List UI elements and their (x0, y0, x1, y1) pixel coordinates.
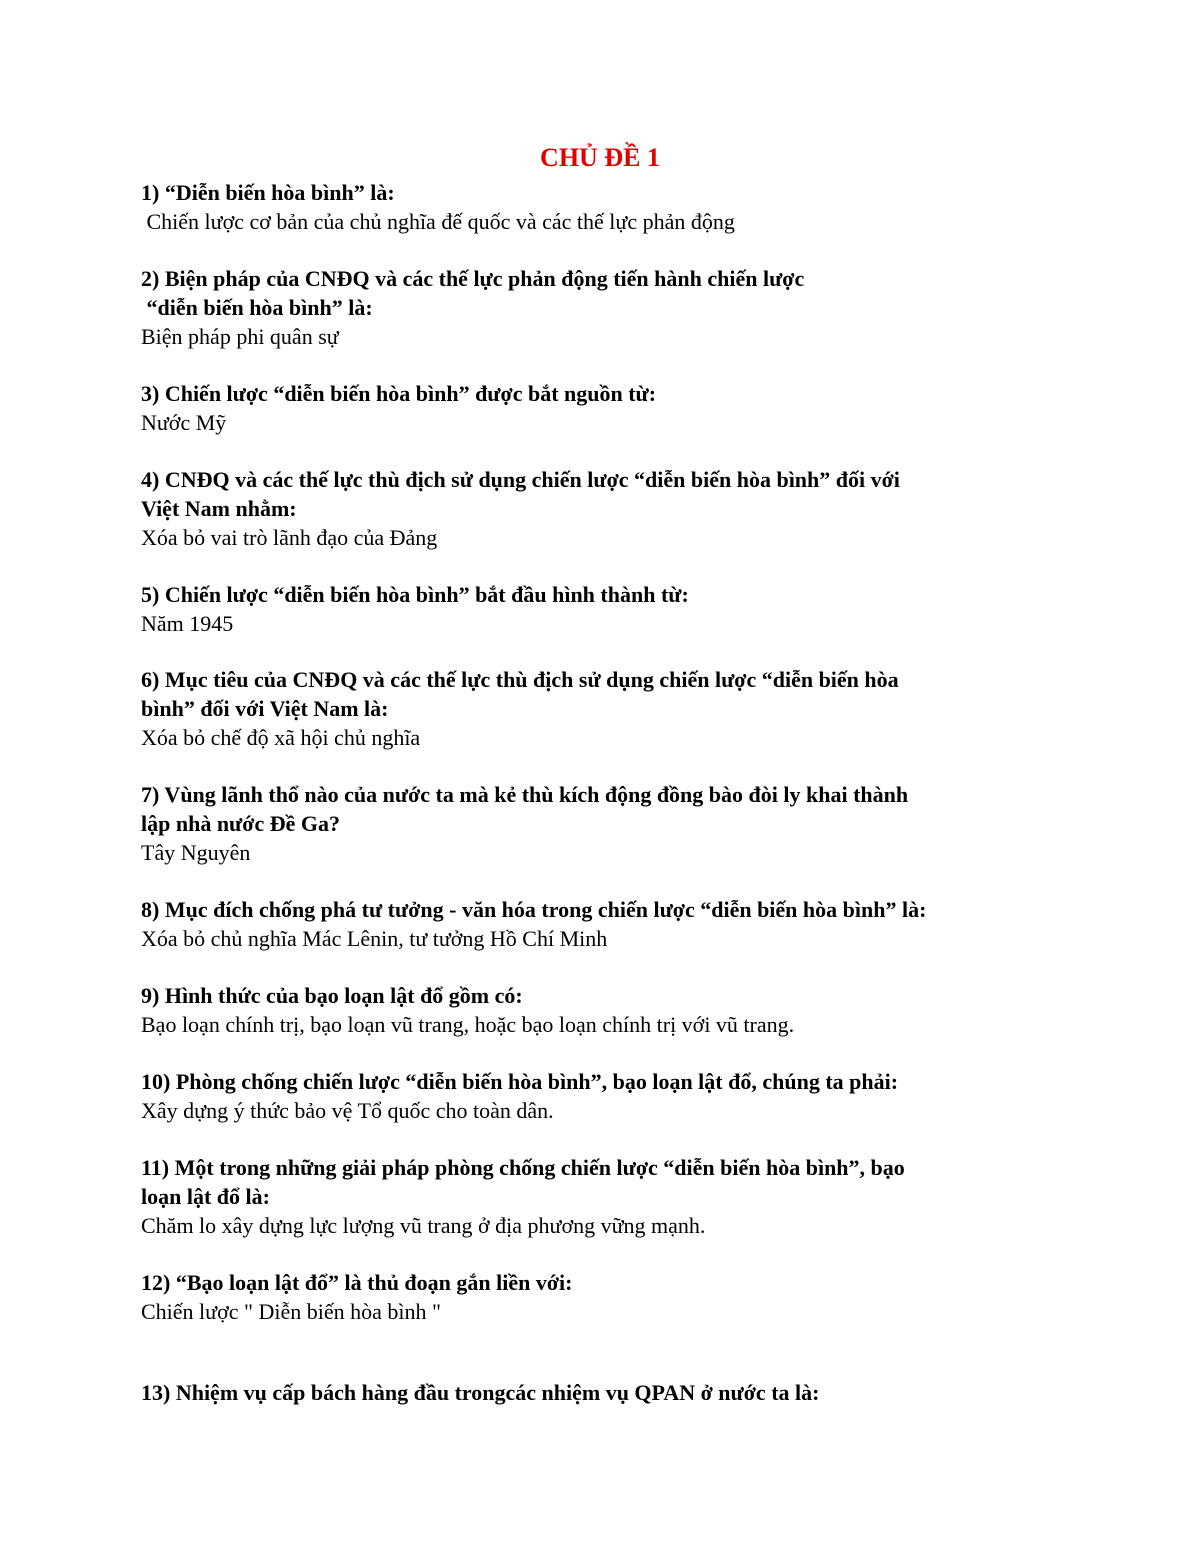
question-5-answer: Năm 1945 (141, 611, 234, 636)
question-7-answer: Tây Nguyên (141, 840, 251, 865)
question-10-text: 10) Phòng chống chiến lược “diễn biến hòa bình”, bạo loạn lật đổ, chúng ta phải: (141, 1069, 899, 1094)
question-12-text: 12) “Bạo loạn lật đổ” là thủ đoạn gắn liền với: (141, 1270, 573, 1295)
question-9-text: 9) Hình thức của bạo loạn lật đổ gồm có: (141, 983, 523, 1008)
question-3-text: 3) Chiến lược “diễn biến hòa bình” được bắt nguồn từ: (141, 381, 657, 406)
question-10 (141, 1067, 1101, 1125)
question-2-answer: Biện pháp phi quân sự (141, 324, 339, 349)
question-12-answer: Chiến lược " Diễn biến hòa bình " (141, 1299, 441, 1324)
question-13-text: 13) Nhiệm vụ cấp bách hàng đầu trongcác nhiệm vụ QPAN ở nước ta là: (141, 1380, 820, 1405)
question-7 (141, 780, 1101, 867)
question-9-answer: Bạo loạn chính trị, bạo loạn vũ trang, hoặc bạo loạn chính trị với vũ trang. (141, 1012, 795, 1037)
question-7-text: 7) Vùng lãnh thổ nào của nước ta mà kẻ thù kích động đồng bào đòi ly khai thành lập nhà nước Đề Ga? (141, 782, 909, 836)
question-13 (141, 1378, 1101, 1407)
question-9 (141, 981, 1101, 1039)
question-5-text: 5) Chiến lược “diễn biến hòa bình” bắt đầu hình thành từ: (141, 582, 689, 607)
question-8-answer: Xóa bỏ chủ nghĩa Mác Lênin, tư tưởng Hồ Chí Minh (141, 926, 608, 951)
question-1 (141, 178, 1101, 236)
question-5 (141, 580, 1101, 638)
question-11-text: 11) Một trong những giải pháp phòng chống chiến lược “diễn biến hòa bình”, bạo loạn lật đổ là: (141, 1155, 905, 1209)
document-title: CHỦ ĐỀ 1 (540, 143, 660, 172)
question-10-answer: Xây dựng ý thức bảo vệ Tổ quốc cho toàn dân. (141, 1098, 554, 1123)
question-4 (141, 465, 1101, 552)
question-6-text: 6) Mục tiêu của CNĐQ và các thế lực thù địch sử dụng chiến lược “diễn biến hòa bình” đối với Việt Nam là: (141, 667, 899, 721)
question-8 (141, 895, 1101, 953)
question-2 (141, 264, 1101, 351)
question-6-answer: Xóa bỏ chế độ xã hội chủ nghĩa (141, 725, 421, 750)
question-4-text: 4) CNĐQ và các thế lực thù địch sử dụng chiến lược “diễn biến hòa bình” đối với Việt Nam nhằm: (141, 467, 900, 521)
question-1-answer: Chiến lược cơ bản của chủ nghĩa đế quốc và các thế lực phản động (141, 209, 735, 234)
question-1-text: 1) “Diễn biến hòa bình” là: (141, 180, 395, 205)
question-2-text: 2) Biện pháp của CNĐQ và các thế lực phản động tiến hành chiến lược “diễn biến hòa bình” là: (141, 266, 805, 320)
question-12 (141, 1268, 1101, 1326)
question-11 (141, 1153, 1101, 1240)
question-3-answer: Nước Mỹ (141, 410, 227, 435)
question-3 (141, 379, 1101, 437)
question-11-answer: Chăm lo xây dựng lực lượng vũ trang ở địa phương vững mạnh. (141, 1213, 706, 1238)
question-4-answer: Xóa bỏ vai trò lãnh đạo của Đảng (141, 525, 438, 550)
question-6 (141, 665, 1101, 752)
question-8-text: 8) Mục đích chống phá tư tưởng - văn hóa trong chiến lược “diễn biến hòa bình” là: (141, 897, 927, 922)
